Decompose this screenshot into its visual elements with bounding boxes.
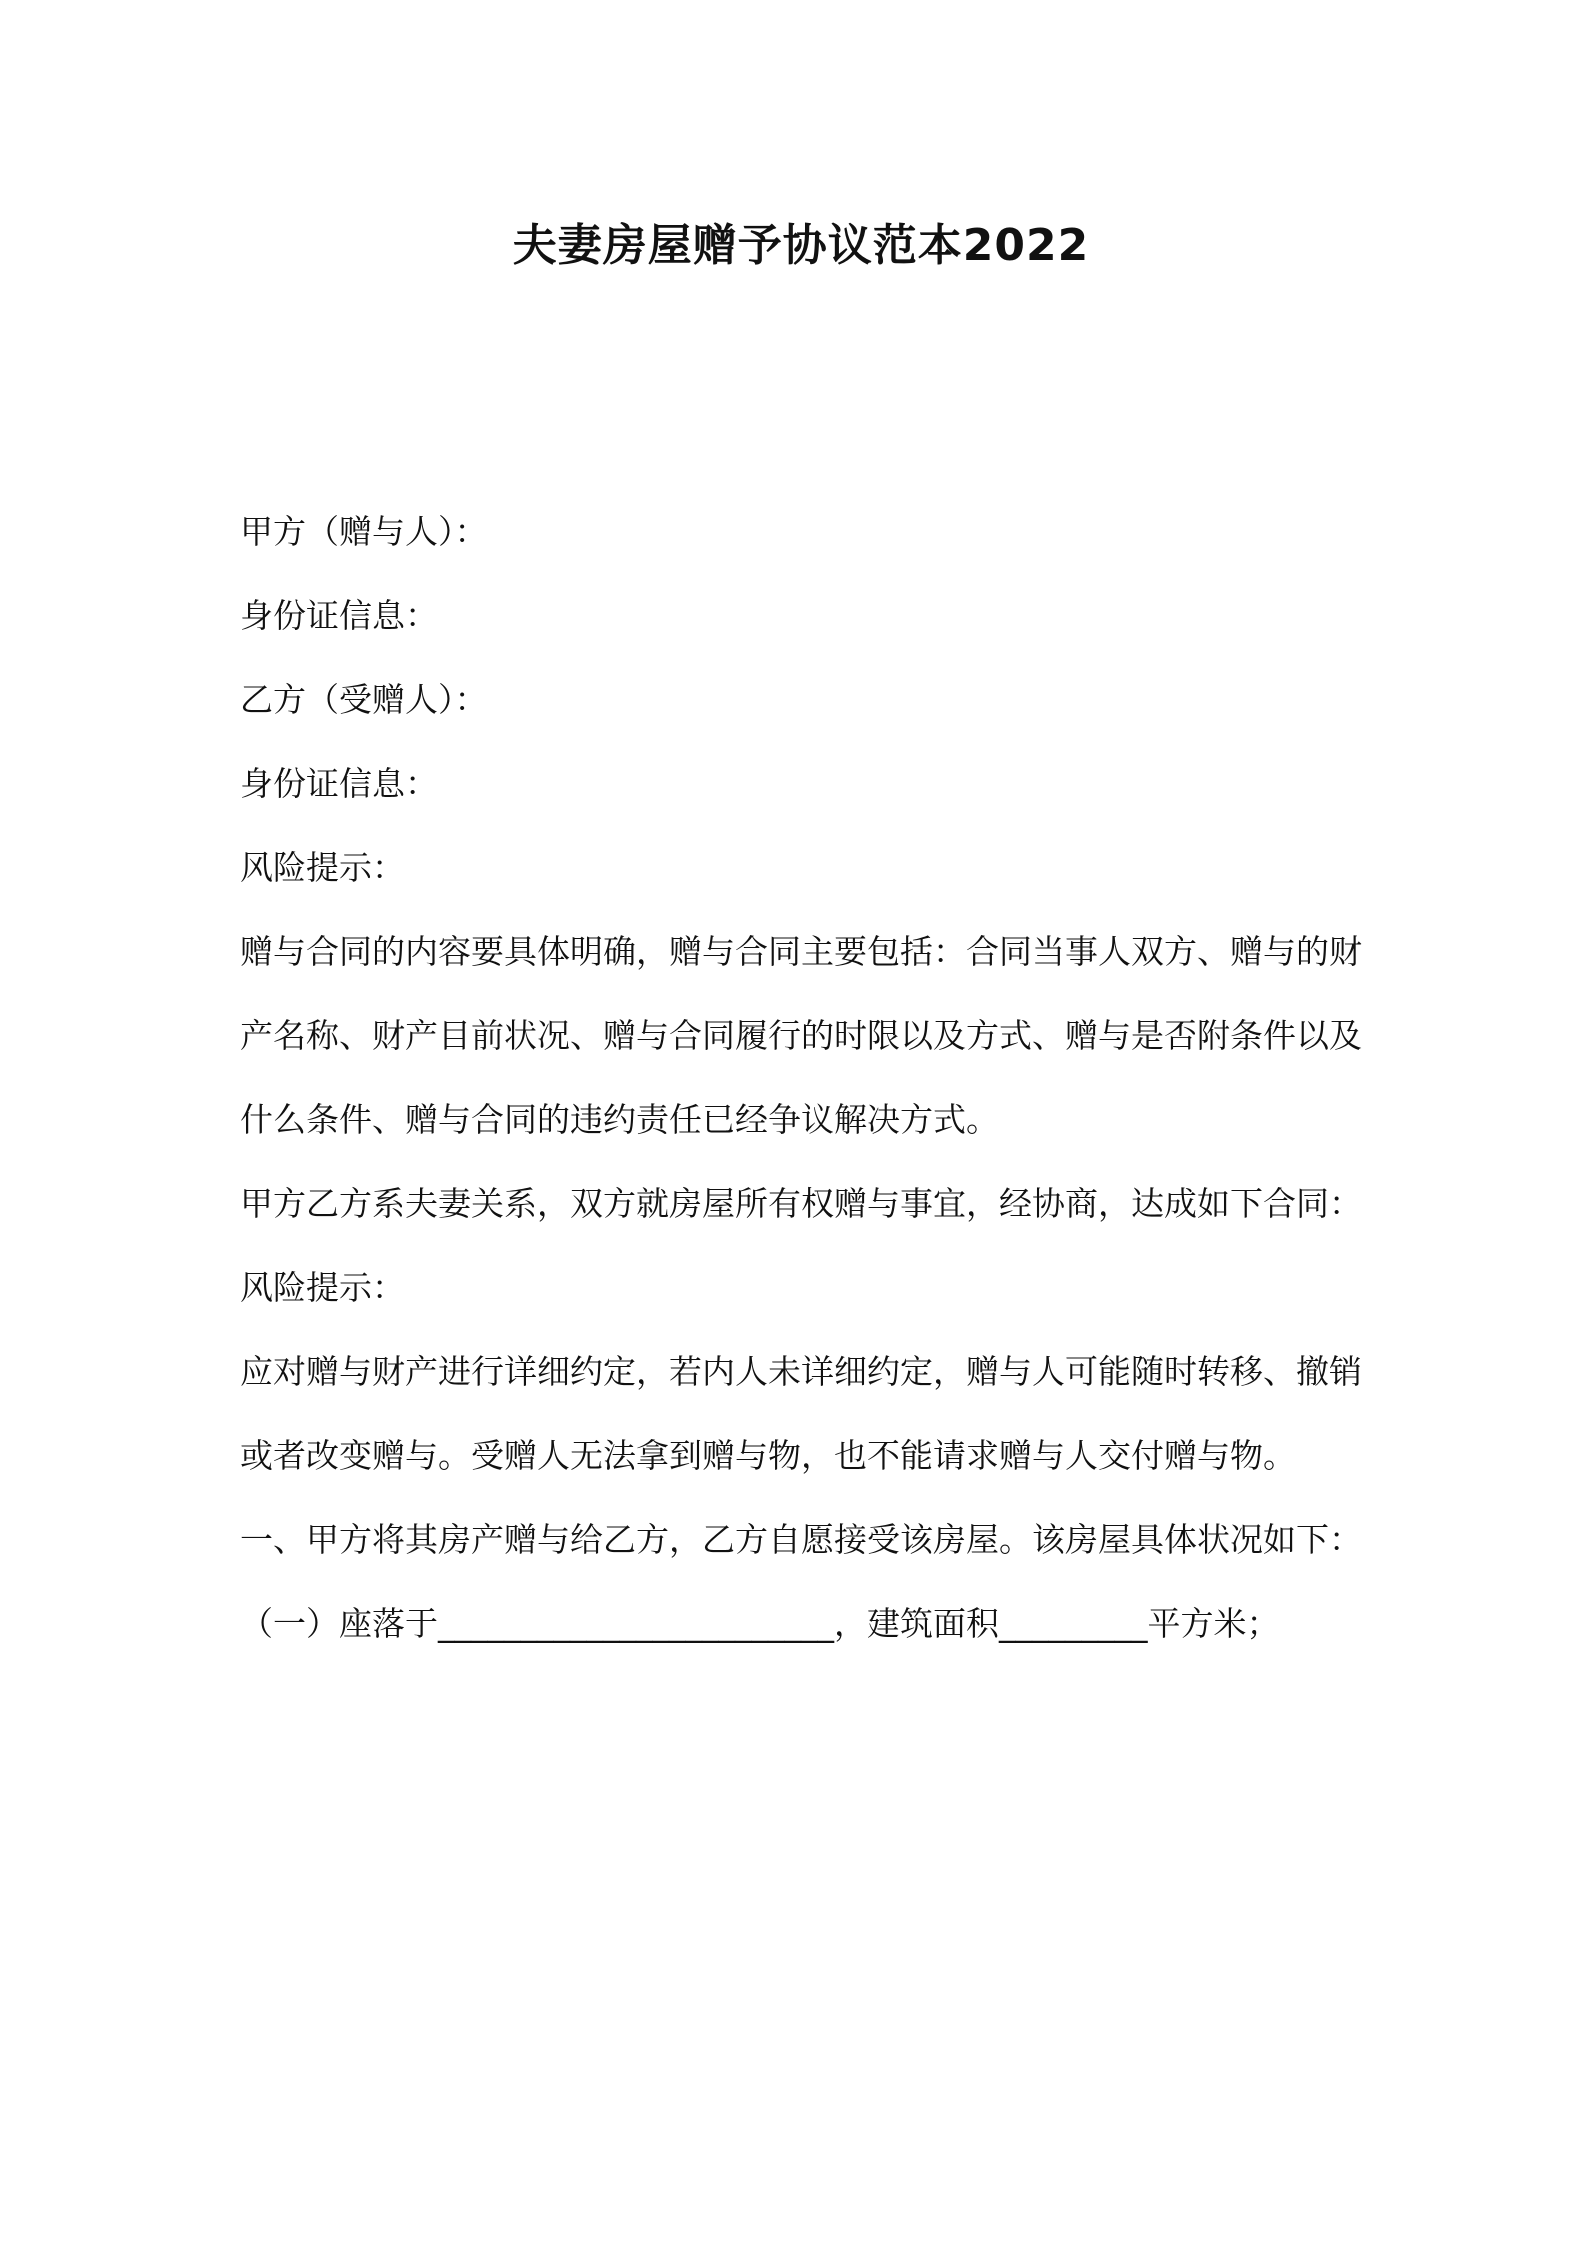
- document-title: 夫妻房屋赠予协议范本2022: [512, 220, 1090, 271]
- clause-one-item-one: （一）座落于________________________，建筑面积_________平方米；: [240, 1604, 1280, 1643]
- risk-notice-text: 赠与合同的内容要具体明确，赠与合同主要包括：合同当事人双方、赠与的财产名称、财产目前状况、赠与合同履行的时限以及方式、赠与是否附条件以及什么条件、赠与合同的违约责任已经争议解决方式。: [240, 932, 1362, 1139]
- party-a-id-label: 身份证信息：: [240, 596, 438, 635]
- clause-one: 一、甲方将其房产赠与给乙方，乙方自愿接受该房屋。该房屋具体状况如下：: [240, 1520, 1362, 1559]
- party-a-label: 甲方（赠与人）：: [240, 512, 488, 551]
- party-b-id-label: 身份证信息：: [240, 764, 438, 803]
- risk-notice-heading: 风险提示：: [240, 848, 405, 887]
- risk-notice-heading: 风险提示：: [240, 1268, 405, 1307]
- document-body: [240, 490, 1365, 1666]
- risk-notice-text: 应对赠与财产进行详细约定，若内人未详细约定，赠与人可能随时转移、撤销或者改变赠与。受赠人无法拿到赠与物，也不能请求赠与人交付赠与物。: [240, 1352, 1362, 1475]
- agreement-intro: 甲方乙方系夫妻关系，双方就房屋所有权赠与事宜，经协商，达成如下合同：: [240, 1184, 1362, 1223]
- party-b-label: 乙方（受赠人）：: [240, 680, 488, 719]
